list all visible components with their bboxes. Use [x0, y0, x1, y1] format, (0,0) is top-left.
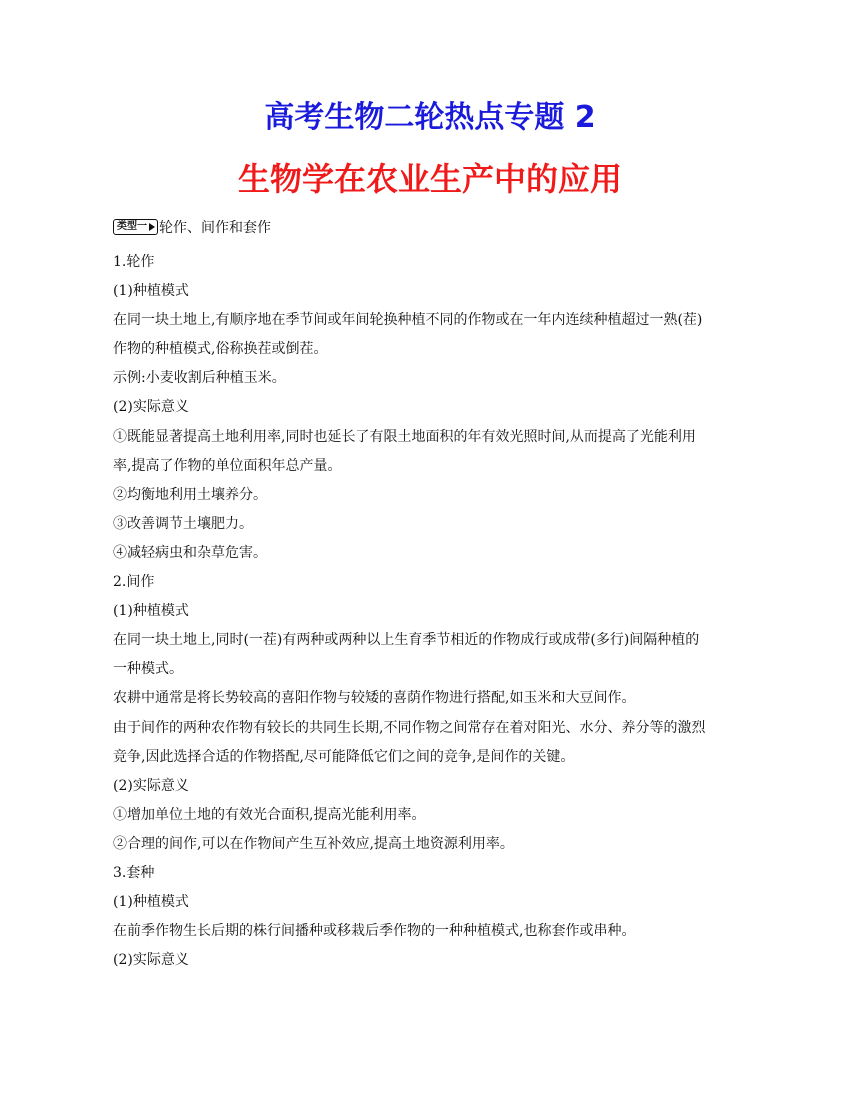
- play-triangle-icon: [149, 223, 155, 231]
- type-badge: [113, 219, 158, 235]
- text-line: (1)种植模式: [113, 894, 189, 911]
- text-line: 2.间作: [113, 574, 155, 591]
- text-line: 在前季作物生长后期的株行间播种或移栽后季作物的一种种植模式,也称套作或串种。: [113, 923, 636, 940]
- text-line: (2)实际意义: [113, 952, 189, 969]
- text-line: 在同一块土地上,同时(一茬)有两种或两种以上生育季节相近的作物成行或成带(多行)间隔种植的: [113, 632, 700, 649]
- text-line: (1)种植模式: [113, 603, 189, 620]
- text-line: (2)实际意义: [113, 399, 189, 416]
- text-line: ②均衡地利用土壤养分。: [113, 486, 267, 503]
- section-heading-row: [113, 216, 271, 238]
- text-line: 一种模式。: [113, 661, 183, 678]
- section-heading: 轮作、间作和套作: [159, 220, 271, 236]
- text-line: 率,提高了作物的单位面积年总产量。: [113, 457, 342, 474]
- document-title: 高考生物二轮热点专题 2: [264, 100, 596, 135]
- text-line: 由于间作的两种农作物有较长的共同生长期,不同作物之间常存在着对阳光、水分、养分等的激烈: [113, 719, 706, 736]
- text-line: 作物的种植模式,俗称换茬或倒茬。: [113, 341, 328, 358]
- type-badge-label: 类型一: [117, 221, 147, 232]
- text-line: 在同一块土地上,有顺序地在季节间或年间轮换种植不同的作物或在一年内连续种植超过一熟(茬): [113, 312, 703, 329]
- text-line: 示例:小麦收割后种植玉米。: [113, 370, 286, 387]
- text-line: ①既能显著提高土地利用率,同时也延长了有限土地面积的年有效光照时间,从而提高了光能利用: [113, 428, 696, 445]
- document-body: [113, 248, 753, 975]
- text-line: 1.轮作: [113, 254, 155, 270]
- text-line: (1)种植模式: [113, 283, 189, 300]
- text-line: (2)实际意义: [113, 777, 189, 794]
- text-line: 3.套种: [113, 864, 155, 881]
- text-line: 竞争,因此选择合适的作物搭配,尽可能降低它们之间的竞争,是间作的关键。: [113, 748, 575, 765]
- text-line: ②合理的间作,可以在作物间产生互补效应,提高土地资源利用率。: [113, 835, 514, 852]
- text-line: ③改善调节土壤肥力。: [113, 515, 253, 532]
- document-subtitle: 生物学在农业生产中的应用: [237, 160, 622, 198]
- text-line: 农耕中通常是将长势较高的喜阳作物与较矮的喜荫作物进行搭配,如玉米和大豆间作。: [113, 690, 636, 707]
- text-line: ④减轻病虫和杂草危害。: [113, 544, 267, 561]
- text-line: ①增加单位土地的有效光合面积,提高光能利用率。: [113, 806, 426, 823]
